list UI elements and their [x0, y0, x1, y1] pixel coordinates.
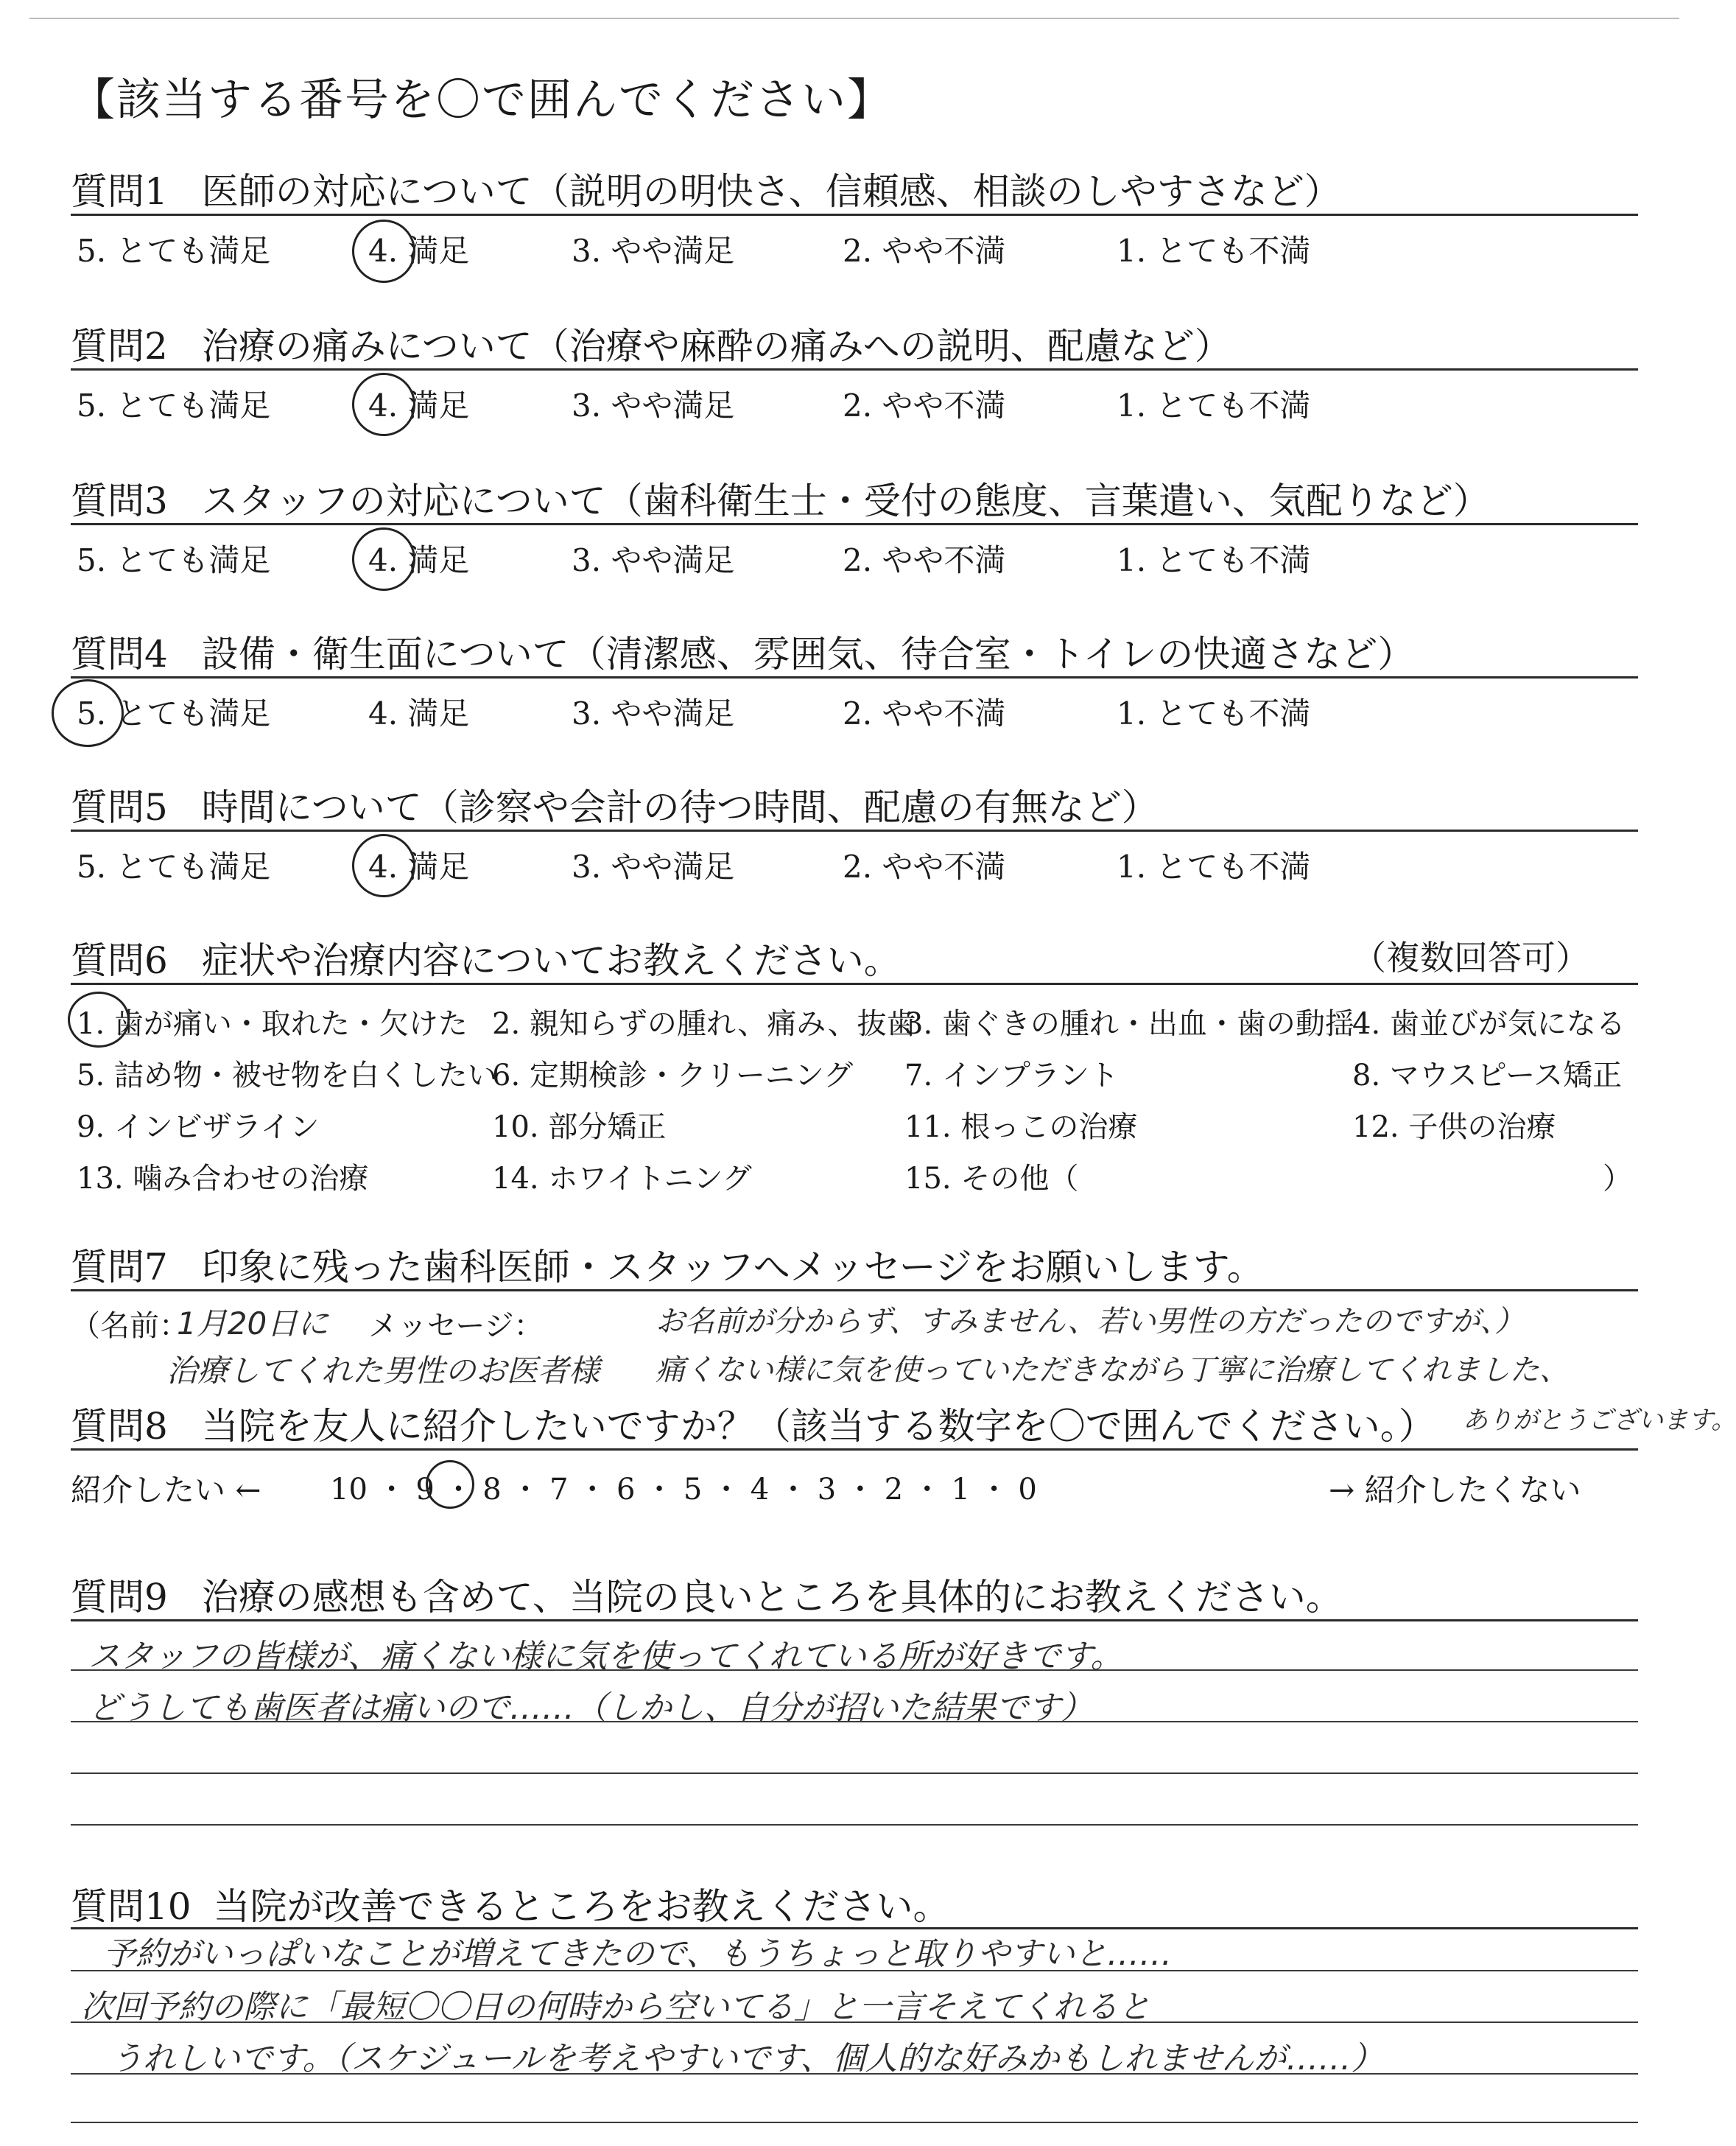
- q4-option-1[interactable]: 1. とても不満: [1117, 695, 1311, 732]
- q2-heading: [71, 317, 1231, 370]
- q6-selection-circle: [68, 992, 130, 1048]
- q9-answer-line-1: スタッフの皆様が、痛くない様に気を使ってくれている所が好きです。: [88, 1638, 1123, 1675]
- q5-option-1[interactable]: 1. とても不満: [1117, 849, 1311, 885]
- q7-message-label: メッセージ：: [368, 1309, 544, 1343]
- q8-value-7[interactable]: 7: [549, 1473, 569, 1507]
- q4-option-5[interactable]: 5. とても満足: [77, 695, 271, 732]
- q8-dot-separator: ・: [568, 1473, 617, 1507]
- q3-label: 質問3: [71, 480, 168, 522]
- q1-label: 質問1: [71, 170, 168, 213]
- q10-answer-line-1: 予約がいっぱいなことが増えてきたので、もうちょっと取りやすいと……: [103, 1935, 1173, 1973]
- q7-text: 印象に残った歯科医師・スタッフへメッセージをお願いします。: [201, 1246, 1264, 1288]
- q7-message-line-1: お名前が分からず、すみません、若い男性の方だったのですが、）: [656, 1305, 1525, 1339]
- q6-option-5[interactable]: 5. 詰め物・被せ物を白くしたい: [77, 1059, 497, 1093]
- q5-text: 時間について（診察や会計の待つ時間、配慮の有無など）: [201, 786, 1159, 829]
- q6-note: （複数回答可）: [1352, 938, 1589, 978]
- q8-dot-separator: ・: [702, 1473, 751, 1507]
- q2-option-3[interactable]: 3. やや満足: [572, 388, 735, 424]
- q2-option-2[interactable]: 2. やや不満: [843, 388, 1006, 424]
- q8-dot-separator: ・: [635, 1473, 683, 1507]
- q7-name-value: 1月20日に: [177, 1305, 329, 1342]
- q4-rule: [71, 676, 1638, 678]
- q9-text: 治療の感想も含めて、当院の良いところを具体的にお教えください。: [201, 1576, 1343, 1619]
- q10-answer-line-3: うれしいです。（スケジュールを考えやすいです、個人的な好みかもしれませんが……）: [110, 2040, 1384, 2077]
- q9-answer-rule: [71, 1824, 1638, 1826]
- q6-option-13[interactable]: 13. 噛み合わせの治療: [77, 1162, 369, 1196]
- q7-label: 質問7: [71, 1246, 168, 1288]
- q10-answer-line-2: 次回予約の際に「最短〇〇日の何時から空いてる」と一言そえてくれると: [81, 1988, 1150, 2026]
- q10-answer-rule: [71, 1970, 1638, 1971]
- q5-rule: [71, 830, 1638, 832]
- q6-option-3[interactable]: 3. 歯ぐきの腫れ・出血・歯の動揺: [904, 1007, 1354, 1041]
- q7-name-value-2: 治療してくれた男性のお医者様: [166, 1353, 600, 1389]
- q8-dot-separator: ・: [969, 1473, 1019, 1507]
- q8-value-1[interactable]: 1: [951, 1473, 970, 1507]
- q4-option-2[interactable]: 2. やや不満: [843, 695, 1006, 732]
- q8-left-label: 紹介したい ←: [71, 1472, 261, 1508]
- q5-option-5[interactable]: 5. とても満足: [77, 849, 271, 885]
- q8-right-label: → 紹介したくない: [1329, 1472, 1581, 1508]
- q6-option-9[interactable]: 9. インビザライン: [77, 1110, 320, 1144]
- q8-selection-circle: [426, 1460, 474, 1509]
- q3-option-5[interactable]: 5. とても満足: [77, 542, 271, 578]
- q8-dot-separator: ・: [903, 1473, 952, 1507]
- q9-answer-rule: [71, 1669, 1638, 1671]
- q5-selection-circle: [352, 834, 415, 897]
- q8-value-3[interactable]: 3: [817, 1473, 837, 1507]
- q5-option-2[interactable]: 2. やや不満: [843, 849, 1006, 885]
- q4-selection-circle: [52, 679, 124, 747]
- q8-value-6[interactable]: 6: [616, 1473, 636, 1507]
- q1-text: 医師の対応について（説明の明快さ、信頼感、相談のしやすさなど）: [201, 170, 1341, 213]
- q8-value-0[interactable]: 0: [1018, 1473, 1037, 1507]
- q9-label: 質問9: [71, 1576, 168, 1619]
- q7-message-line-2: 痛くない様に気を使っていただきながら丁寧に治療してくれました、: [656, 1353, 1569, 1387]
- q5-heading: [71, 778, 1159, 831]
- q8-value-4[interactable]: 4: [750, 1473, 770, 1507]
- q8-dot-separator: ・: [434, 1473, 483, 1507]
- q3-text: スタッフの対応について（歯科衛生士・受付の態度、言葉遣い、気配りなど）: [201, 480, 1490, 522]
- q2-rule: [71, 368, 1638, 371]
- q6-option-15-close: ）: [1603, 1162, 1632, 1196]
- q3-option-3[interactable]: 3. やや満足: [572, 542, 735, 578]
- q4-heading: [71, 625, 1414, 678]
- q6-option-7[interactable]: 7. インプラント: [904, 1059, 1119, 1093]
- q2-option-4[interactable]: 4. 満足: [368, 388, 470, 424]
- q1-heading: [71, 162, 1341, 215]
- q1-option-1[interactable]: 1. とても不満: [1117, 233, 1311, 269]
- q2-text: 治療の痛みについて（治療や麻酔の痛みへの説明、配慮など）: [201, 325, 1231, 368]
- q4-text: 設備・衛生面について（清潔感、雰囲気、待合室・トイレの快適さなど）: [201, 633, 1415, 676]
- q8-rule: [71, 1448, 1638, 1451]
- q10-answer-rule: [71, 2021, 1638, 2023]
- q1-option-4[interactable]: 4. 満足: [368, 233, 470, 269]
- q4-option-4[interactable]: 4. 満足: [368, 695, 470, 732]
- q7-heading: [71, 1238, 1264, 1291]
- q6-option-1[interactable]: 1. 歯が痛い・取れた・欠けた: [77, 1007, 468, 1041]
- q1-selection-circle: [352, 220, 415, 283]
- scan-top-edge: [29, 18, 1679, 19]
- q8-dot-separator: ・: [836, 1473, 885, 1507]
- q8-value-10[interactable]: 10: [330, 1473, 368, 1507]
- q2-option-5[interactable]: 5. とても満足: [77, 388, 271, 424]
- q6-option-10[interactable]: 10. 部分矯正: [492, 1110, 667, 1144]
- q9-rule: [71, 1619, 1638, 1621]
- q7-rule: [71, 1289, 1638, 1291]
- q8-dot-separator: ・: [501, 1473, 550, 1507]
- q2-label: 質問2: [71, 325, 168, 368]
- q7-message-line-3: ありがとうございます。: [1463, 1406, 1736, 1435]
- q6-option-8[interactable]: 8. マウスピース矯正: [1352, 1059, 1623, 1093]
- q6-option-2[interactable]: 2. 親知らずの腫れ、痛み、抜歯: [492, 1007, 916, 1041]
- q1-rule: [71, 214, 1638, 216]
- q3-heading: [71, 471, 1490, 525]
- q6-option-15[interactable]: 15. その他（: [904, 1162, 1079, 1196]
- q8-value-5[interactable]: 5: [683, 1473, 703, 1507]
- q9-heading: [71, 1568, 1343, 1621]
- q6-option-12[interactable]: 12. 子供の治療: [1352, 1110, 1556, 1144]
- q5-label: 質問5: [71, 786, 168, 829]
- q10-label: 質問10: [71, 1885, 191, 1928]
- q3-selection-circle: [352, 527, 415, 591]
- q8-heading: [71, 1397, 1435, 1450]
- q6-rule: [71, 983, 1638, 985]
- q2-option-1[interactable]: 1. とても不満: [1117, 388, 1311, 424]
- q3-rule: [71, 523, 1638, 525]
- q8-dot-separator: ・: [769, 1473, 818, 1507]
- q5-option-3[interactable]: 3. やや満足: [572, 849, 735, 885]
- q6-option-11[interactable]: 11. 根っこの治療: [904, 1110, 1138, 1144]
- q1-option-3[interactable]: 3. やや満足: [572, 233, 735, 269]
- q5-option-4[interactable]: 4. 満足: [368, 849, 470, 885]
- q6-option-6[interactable]: 6. 定期検診・クリーニング: [492, 1059, 854, 1093]
- q10-heading: [71, 1877, 950, 1930]
- q4-label: 質問4: [71, 633, 168, 676]
- q8-value-2[interactable]: 2: [884, 1473, 904, 1507]
- q4-option-3[interactable]: 3. やや満足: [572, 695, 735, 732]
- q8-value-9[interactable]: 9: [415, 1473, 435, 1507]
- q9-answer-line-2: どうしても歯医者は痛いので……（しかし、自分が招いた結果です）: [88, 1689, 1093, 1727]
- q6-heading: [71, 931, 901, 984]
- q6-option-14[interactable]: 14. ホワイトニング: [492, 1162, 752, 1196]
- q10-answer-rule: [71, 2073, 1638, 2075]
- page-title: 【該当する番号を〇で囲んでください】: [71, 74, 893, 126]
- q8-label: 質問8: [71, 1405, 168, 1448]
- q9-answer-rule: [71, 1772, 1638, 1774]
- q8-dot-separator: ・: [367, 1473, 416, 1507]
- q3-option-4[interactable]: 4. 満足: [368, 542, 470, 578]
- q3-option-1[interactable]: 1. とても不満: [1117, 542, 1311, 578]
- q9-answer-rule: [71, 1721, 1638, 1722]
- q1-option-2[interactable]: 2. やや不満: [843, 233, 1006, 269]
- q10-text: 当院が改善できるところをお教えください。: [213, 1885, 950, 1928]
- q7-name-label: （名前：: [71, 1309, 189, 1343]
- q3-option-2[interactable]: 2. やや不満: [843, 542, 1006, 578]
- q10-answer-rule: [71, 2122, 1638, 2123]
- q8-value-8[interactable]: 8: [482, 1473, 502, 1507]
- q1-option-5[interactable]: 5. とても満足: [77, 233, 271, 269]
- q8-text: 当院を友人に紹介したいですか？（該当する数字を〇で囲んでください。）: [201, 1405, 1435, 1448]
- q6-option-4[interactable]: 4. 歯並びが気になる: [1352, 1007, 1626, 1041]
- q6-label: 質問6: [71, 939, 168, 982]
- q2-selection-circle: [352, 373, 415, 436]
- q6-text: 症状や治療内容についてお教えください。: [201, 939, 901, 982]
